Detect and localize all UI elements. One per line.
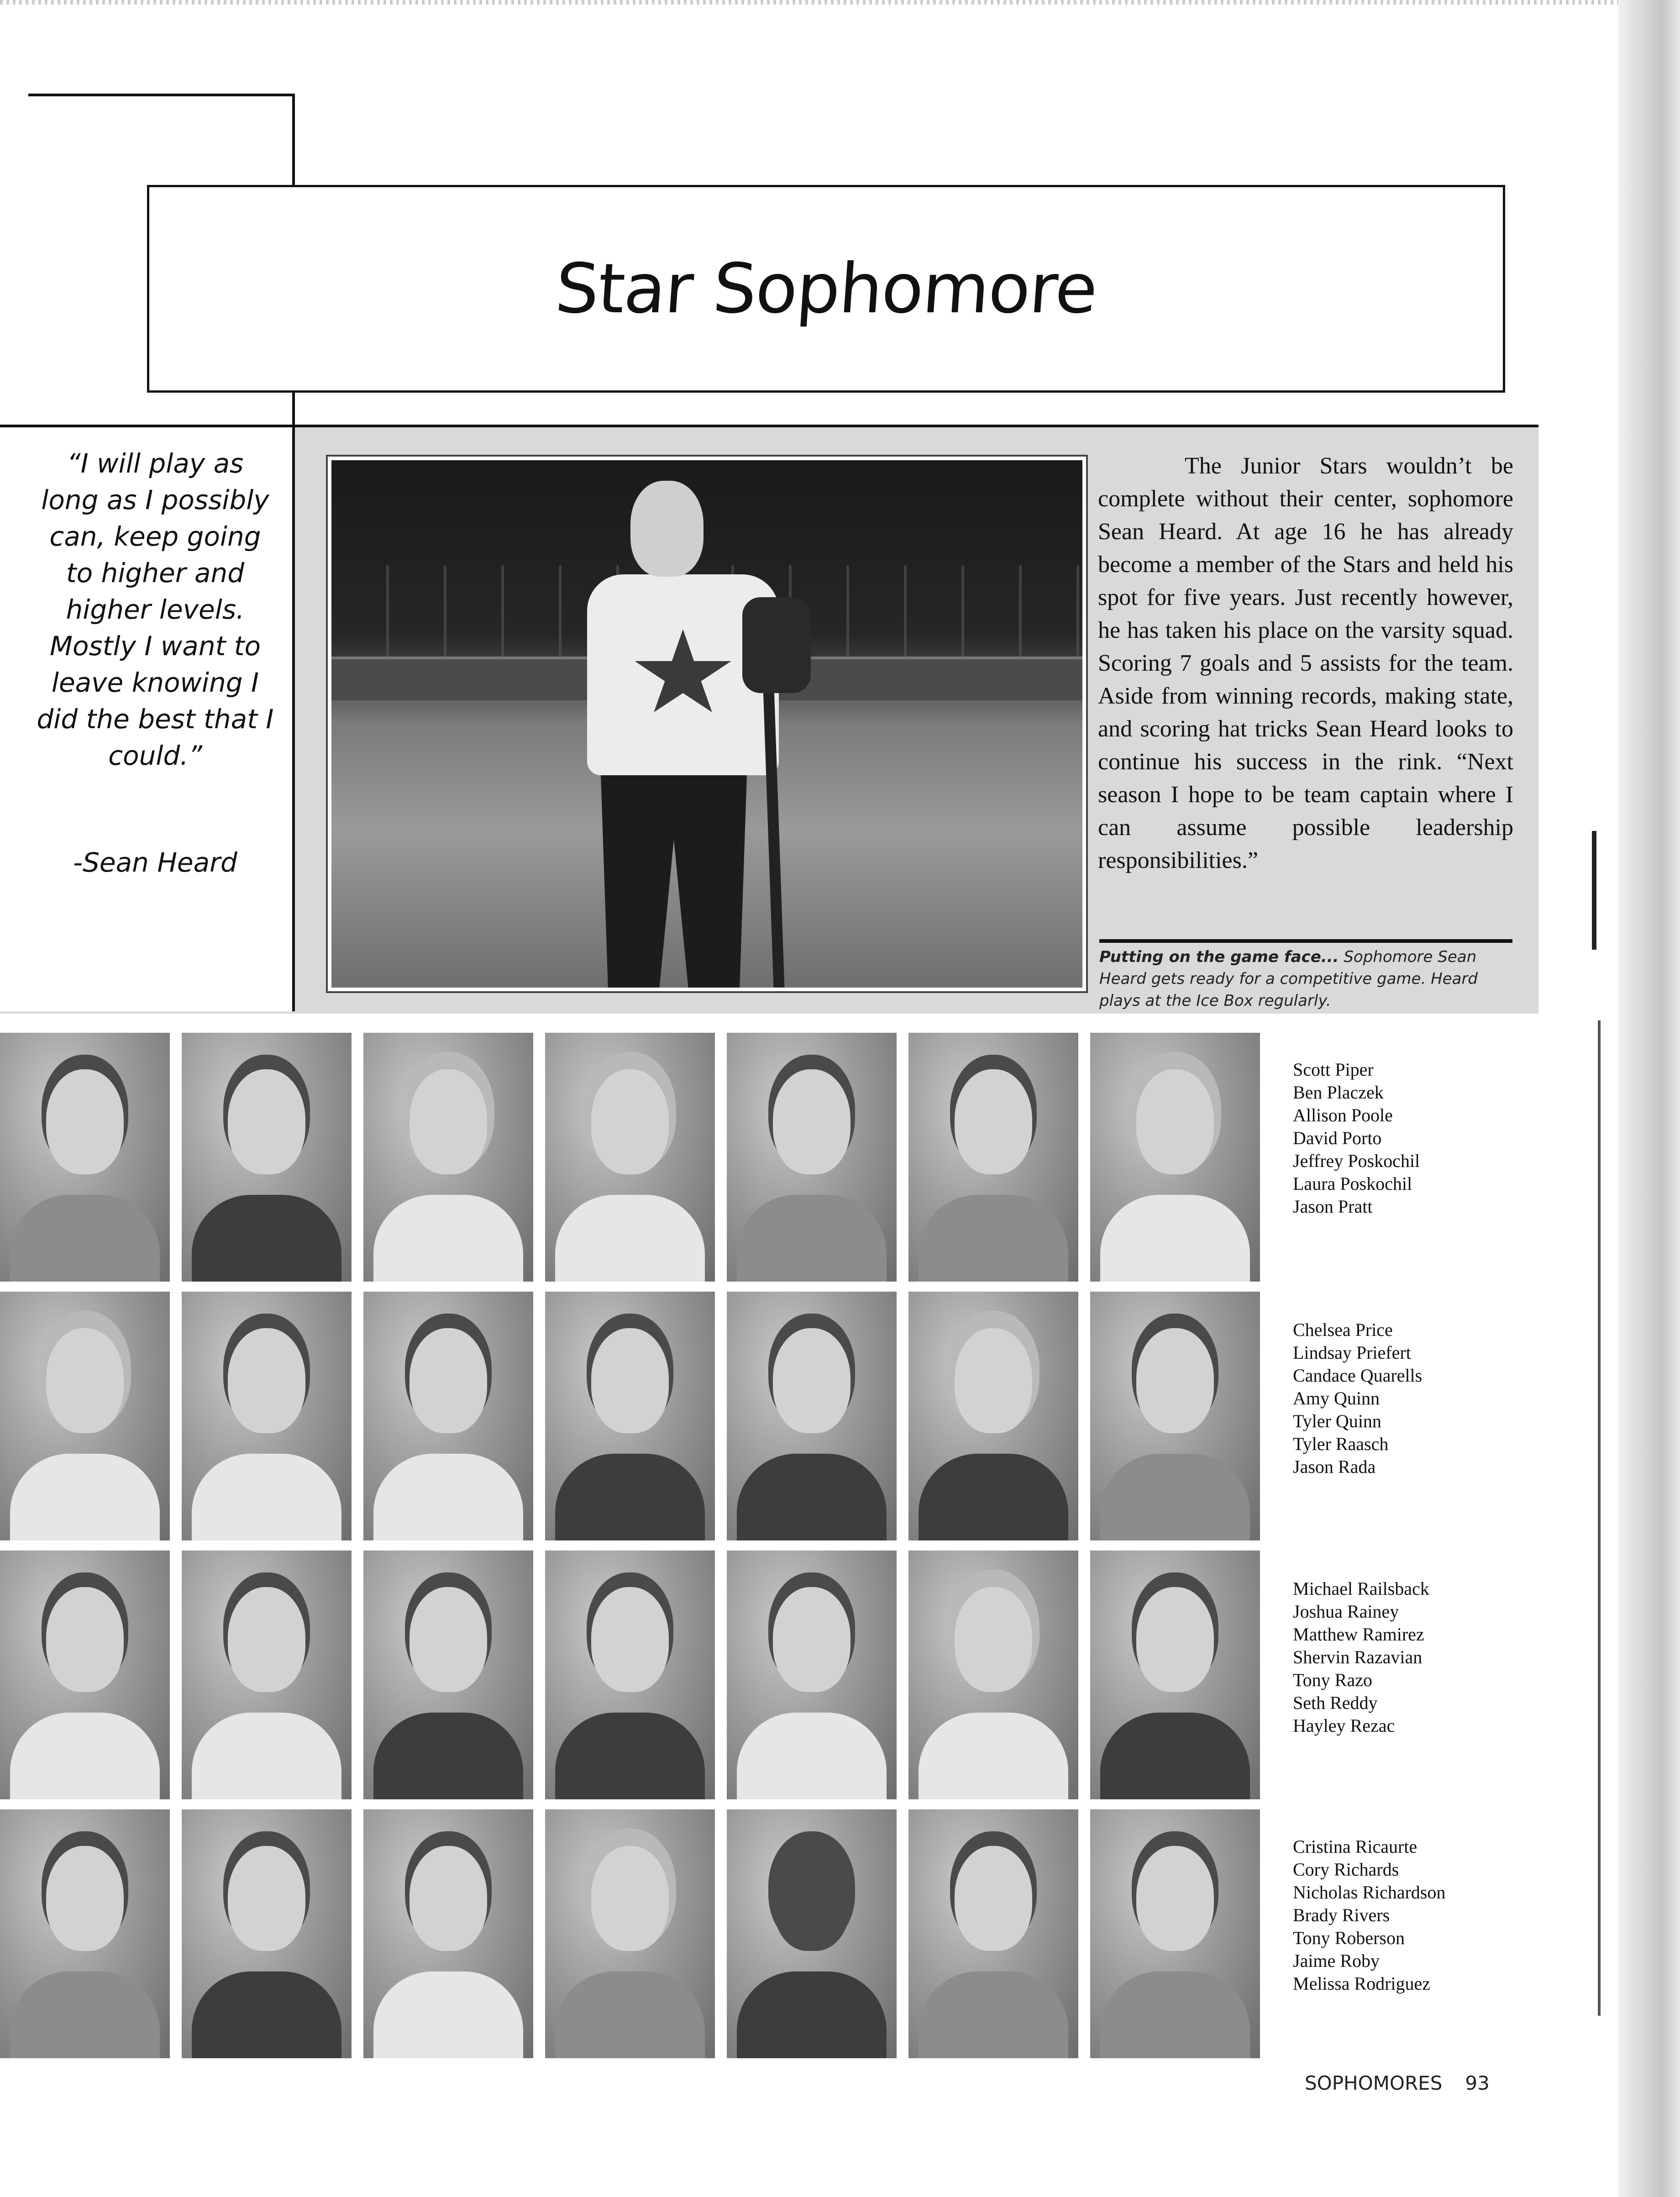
portrait-photo (363, 1292, 533, 1540)
student-name: Ben Placzek (1293, 1082, 1384, 1103)
student-name: Matthew Ramirez (1293, 1624, 1424, 1645)
student-name: Laura Poskochil (1293, 1173, 1412, 1194)
title-box (147, 185, 1505, 393)
portrait-photo (545, 1809, 715, 2058)
pull-quote: “I will play as long as I possibly can, keep going to higher and higher levels. Mostly I want to leave knowing I did the best that I could.” (37, 448, 274, 771)
portrait-photo (0, 1809, 170, 2058)
portrait-photo (182, 1551, 352, 1799)
name-list (1293, 1319, 1422, 1478)
student-name: Tony Roberson (1293, 1928, 1405, 1948)
photo-player-legs (601, 775, 747, 990)
caption-text: Sophomore Sean Heard gets ready for a competitive game. Heard plays at the Ice Box regularly. (1099, 948, 1478, 1010)
student-name: Allison Poole (1293, 1105, 1393, 1125)
student-name: Brady Rivers (1293, 1905, 1390, 1925)
student-name: Tony Razo (1293, 1670, 1372, 1690)
portrait-photo (363, 1033, 533, 1282)
student-name: Jaime Roby (1293, 1950, 1380, 1971)
student-name: Chelsea Price (1293, 1319, 1393, 1340)
name-list (1293, 1577, 1429, 1737)
caption-rule (1099, 939, 1512, 943)
portrait-photo (0, 1551, 170, 1799)
student-name: Jeffrey Poskochil (1293, 1151, 1420, 1171)
feature-story-text: The Junior Stars wouldn’t be complete without their center, sophomore Sean Heard. At age 16 he has already become a member of the Stars and held his spot for five years. Just recently however, he has taken his place on the varsity squad. Scoring 7 goals and 5 assists for the team. Aside from winning records, making state, and scoring hat tricks Sean Heard looks to continue his success in the rink. “Next season I hope to be team captain where I can assume possible leadership responsibilities.” (1098, 453, 1513, 873)
portrait-photo (908, 1292, 1078, 1540)
hockey-glove-icon (742, 597, 811, 693)
student-name: Jason Pratt (1293, 1196, 1373, 1217)
student-name: Nicholas Richardson (1293, 1882, 1446, 1903)
page-number: 93 (1465, 2072, 1490, 2094)
portrait-photo (182, 1292, 352, 1540)
binding-mark (1598, 1020, 1601, 2016)
portrait-photo (908, 1551, 1078, 1799)
student-name: Melissa Rodriguez (1293, 1973, 1431, 1994)
student-name: Scott Piper (1293, 1059, 1374, 1080)
portrait-row (0, 1551, 1264, 1799)
student-name: Lindsay Priefert (1293, 1342, 1411, 1363)
portrait-photo (0, 1033, 170, 1282)
student-name: Candace Quarells (1293, 1365, 1423, 1386)
student-name: Amy Quinn (1293, 1388, 1380, 1409)
feature-photo (328, 457, 1086, 991)
photo-caption (1099, 946, 1512, 1012)
portrait-photo (1090, 1292, 1260, 1540)
student-name: Shervin Razavian (1293, 1647, 1423, 1667)
student-name: Jason Rada (1293, 1456, 1376, 1477)
portrait-photo (545, 1033, 715, 1282)
page-binding-edge (1618, 0, 1680, 2197)
portrait-photo (908, 1809, 1078, 2058)
portrait-photo (727, 1033, 897, 1282)
portrait-photo (363, 1551, 533, 1799)
portrait-row (0, 1292, 1264, 1540)
student-name: Hayley Rezac (1293, 1715, 1395, 1736)
portrait-photo (1090, 1033, 1260, 1282)
student-name: Cory Richards (1293, 1859, 1399, 1880)
portrait-row (0, 1809, 1264, 2058)
photo-player-head (630, 481, 704, 577)
student-name: Tyler Raasch (1293, 1434, 1389, 1454)
portrait-photo (1090, 1809, 1260, 2058)
caption-lead: Putting on the game face... (1099, 948, 1339, 966)
portrait-photo (727, 1809, 897, 2058)
portrait-photo (1090, 1551, 1260, 1799)
student-name: Joshua Rainey (1293, 1601, 1399, 1622)
page-footer (1305, 2072, 1490, 2094)
section-label: SOPHOMORES (1305, 2072, 1443, 2094)
student-name: Tyler Quinn (1293, 1411, 1381, 1431)
portrait-photo (0, 1292, 170, 1540)
student-name: Cristina Ricaurte (1293, 1836, 1418, 1857)
pull-quote-author: -Sean Heard (73, 847, 237, 878)
portrait-photo (182, 1809, 352, 2058)
student-name: Seth Reddy (1293, 1692, 1378, 1713)
binding-mark (1592, 831, 1596, 950)
portrait-photo (727, 1292, 897, 1540)
page-title: Star Sophomore (552, 249, 1100, 329)
page-top-edge (0, 0, 1618, 5)
portrait-row (0, 1033, 1264, 1282)
portrait-photo (545, 1551, 715, 1799)
portrait-photo (727, 1551, 897, 1799)
feature-story (1098, 450, 1513, 877)
student-name: Michael Railsback (1293, 1578, 1429, 1599)
portrait-photo (545, 1292, 715, 1540)
student-name: David Porto (1293, 1128, 1382, 1148)
name-list (1293, 1835, 1445, 1995)
portrait-photo (182, 1033, 352, 1282)
name-list (1293, 1058, 1420, 1218)
portrait-photo (363, 1809, 533, 2058)
portrait-photo (908, 1033, 1078, 1282)
